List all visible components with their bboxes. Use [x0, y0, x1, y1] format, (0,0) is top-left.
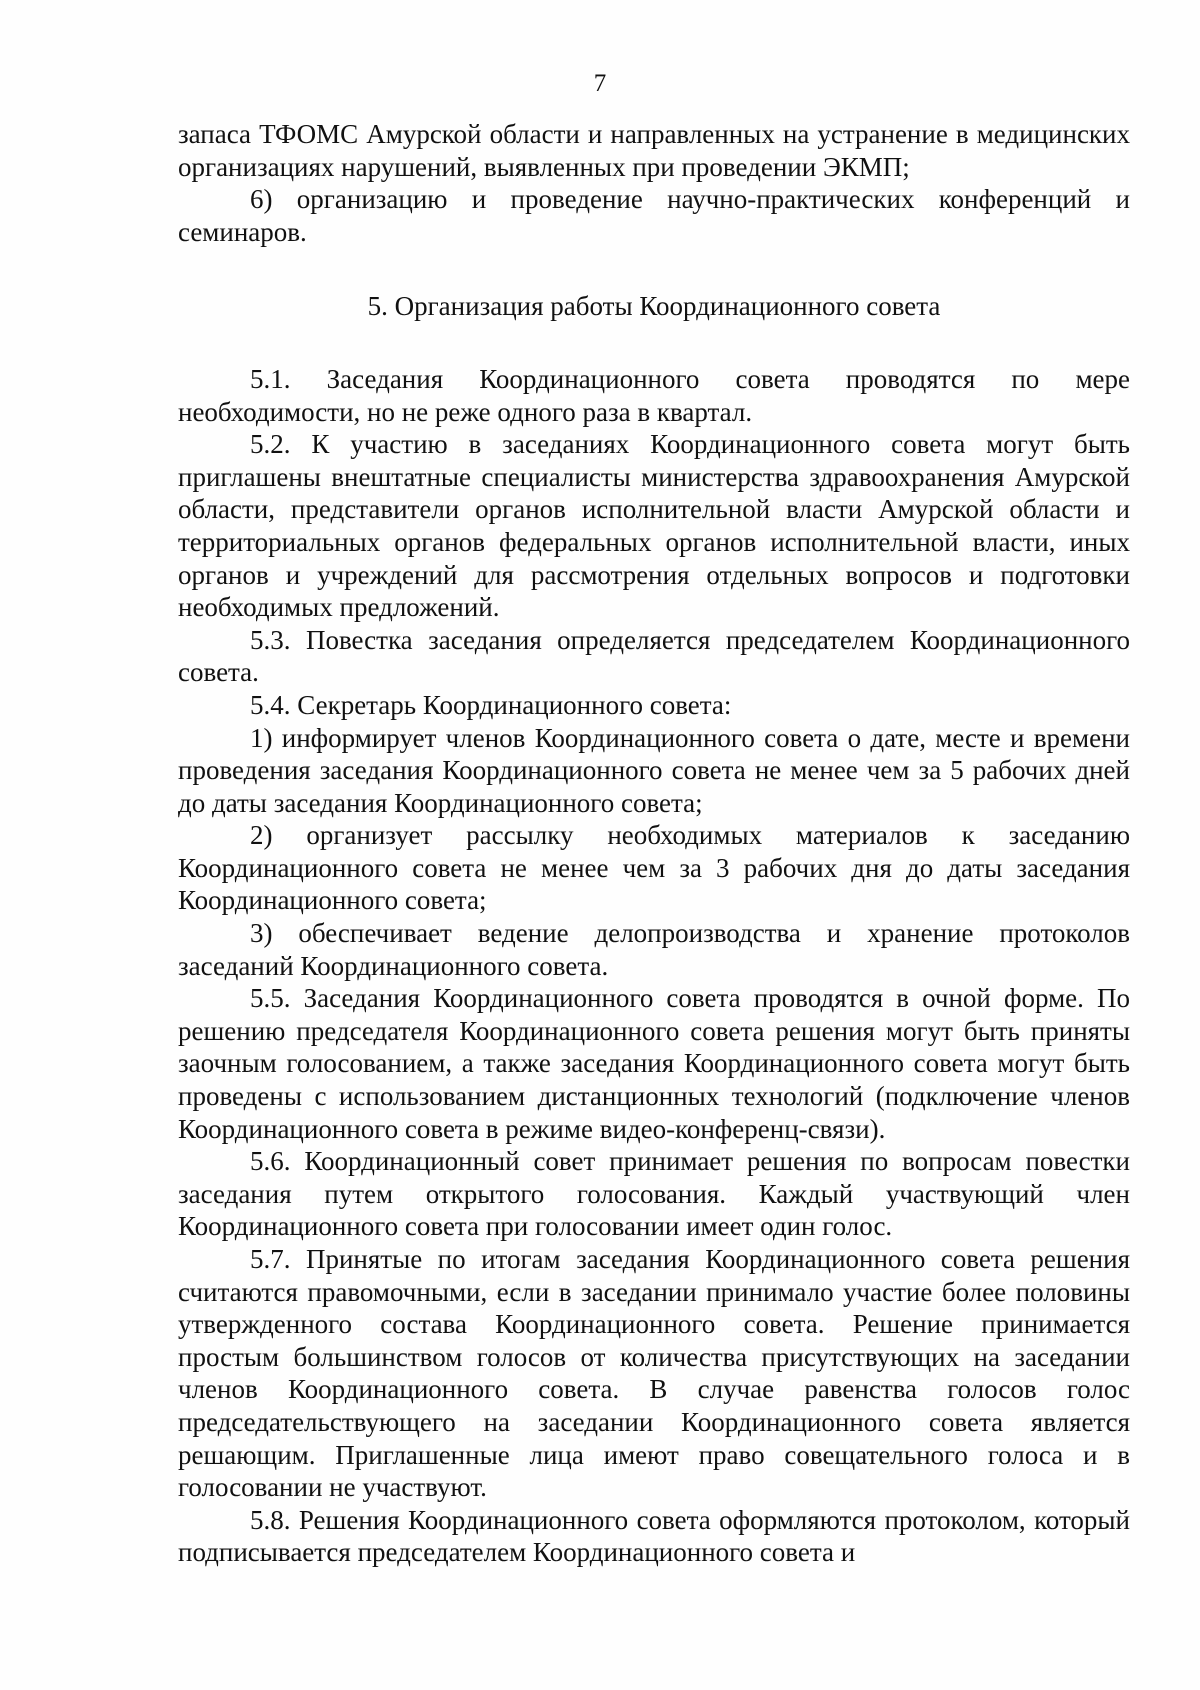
paragraph-5-4-item-1: 1) информирует членов Координационного совета о дате, месте и времени проведения заседания Координационного совета не менее чем за 5 рабочих дней до даты заседания Координационного совета; — [178, 722, 1130, 818]
paragraph-5-6: 5.6. Координационный совет принимает решения по вопросам повестки заседания путем открытого голосования. Каждый участвующий член Координационного совета при голосовании имеет один голос. — [178, 1146, 1130, 1242]
paragraph-5-3: 5.3. Повестка заседания определяется председателем Координационного совета. — [178, 624, 1130, 688]
paragraph-5-2: 5.2. К участию в заседаниях Координационного совета могут быть приглашены внештатные специалисты министерства здравоохранения Амурской области, представители органов исполнительной власти Амурской области и территориальных органов федеральных органов исполнительной власти, иных органов и учреждений для рассмотрения отдельных вопросов и подготовки необходимых предложений. — [178, 429, 1130, 623]
paragraph-5-7: 5.7. Принятые по итогам заседания Координационного совета решения считаются правомочными, если в заседании принимало участие более половины утвержденного состава Координационного совета. Решение принимается простым большинством голосов от количества присутствующих на заседании членов Координационного совета. В случае равенства голосов голос председательствующего на заседании Координационного совета является решающим. Приглашенные лица имеют право совещательного голоса и в голосовании не участвуют. — [178, 1244, 1130, 1503]
document-body — [178, 118, 1130, 1569]
paragraph-5-5: 5.5. Заседания Координационного совета проводятся в очной форме. По решению председателя Координационного совета решения могут быть приняты заочным голосованием, а также заседания Координационного совета могут быть проведены с использованием дистанционных технологий (подключение членов Координационного совета в режиме видео-конференц-связи). — [178, 983, 1130, 1144]
paragraph-5-4-item-3: 3) обеспечивает ведение делопроизводства и хранение протоколов заседаний Координационного совета. — [178, 918, 1130, 981]
section-heading: 5. Организация работы Координационного совета — [367, 291, 941, 322]
paragraph-5-8: 5.8. Решения Координационного совета оформляются протоколом, который подписывается председателем Координационного совета и — [178, 1504, 1130, 1568]
paragraph-continuation: запаса ТФОМС Амурской области и направленных на устранение в медицинских организациях нарушений, выявленных при проведении ЭКМП; — [178, 119, 1130, 182]
paragraph-item-6: 6) организацию и проведение научно-практических конференций и семинаров. — [178, 184, 1130, 247]
paragraph-5-4: 5.4. Секретарь Координационного совета: — [250, 689, 732, 720]
paragraph-5-4-item-2: 2) организует рассылку необходимых материалов к заседанию Координационного совета не менее чем за 3 рабочих дня до даты заседания Координационного совета; — [178, 820, 1130, 916]
paragraph-5-1: 5.1. Заседания Координационного совета проводятся по мере необходимости, но не реже одного раза в квартал. — [178, 363, 1130, 427]
page-number: 7 — [593, 70, 607, 97]
